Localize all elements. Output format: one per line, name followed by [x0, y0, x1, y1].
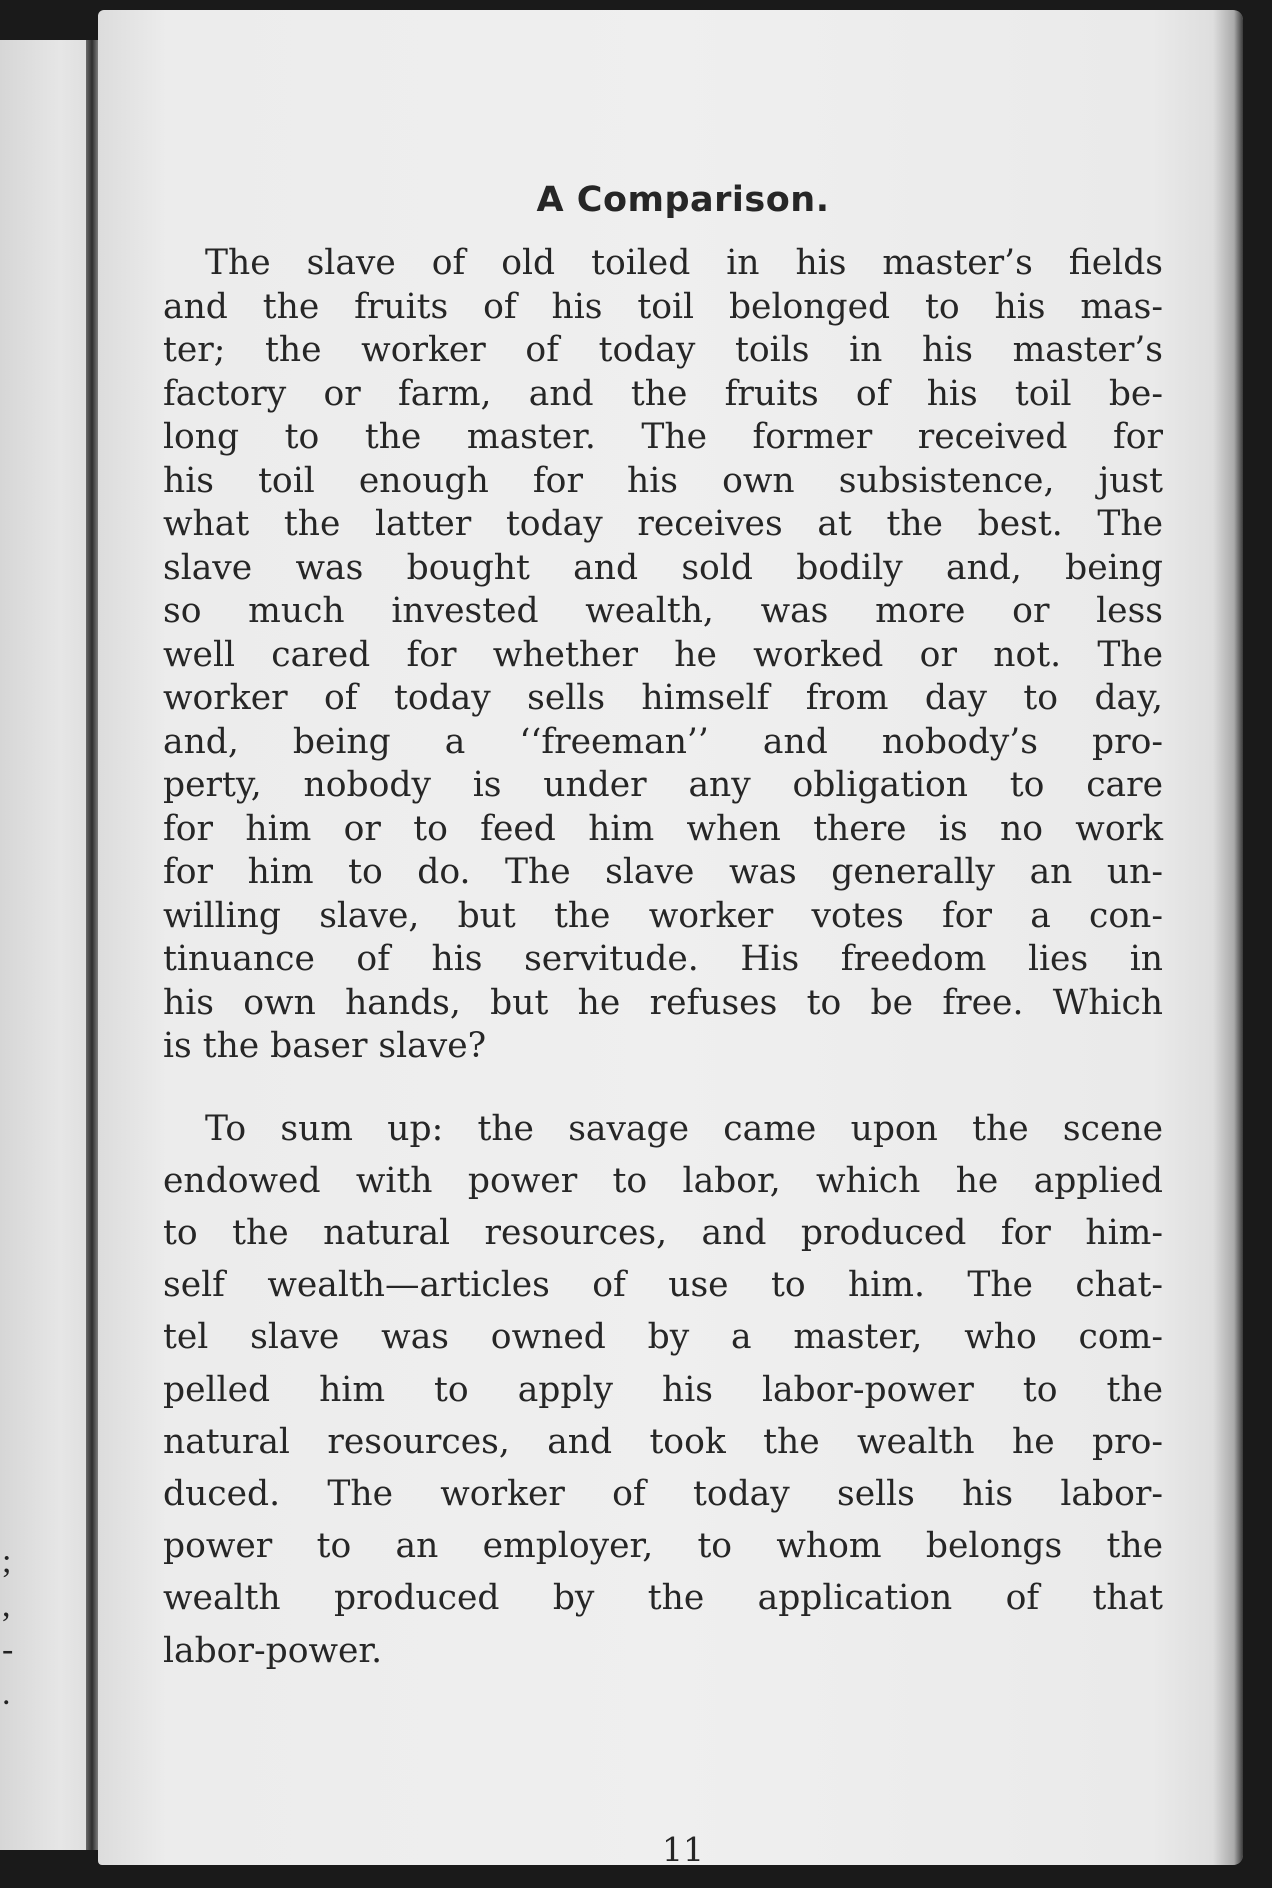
text-line: and, being a ‘‘freeman’’ and nobody’s pro-	[163, 721, 1163, 762]
text-line: slave was bought and sold bodily and, being	[163, 547, 1163, 588]
text-line: pelled him to apply his labor-power to the	[163, 1369, 1163, 1410]
text-line: to the natural resources, and produced for him-	[163, 1212, 1163, 1253]
previous-page-mark: -	[2, 1631, 14, 1668]
text-line: duced. The worker of today sells his labor-	[163, 1473, 1163, 1514]
text-line: his own hands, but he refuses to be free. Which	[163, 982, 1163, 1023]
text-line: is the baser slave?	[163, 1026, 487, 1066]
text-line: endowed with power to labor, which he applied	[163, 1160, 1163, 1201]
text-line: perty, nobody is under any obligation to care	[163, 765, 1163, 805]
text-line: wealth produced by the application of that	[163, 1578, 1163, 1619]
text-line: To sum up: the savage came upon the scene	[205, 1108, 1163, 1149]
text-line: for him or to feed him when there is no work	[163, 808, 1163, 849]
paragraph-summary	[163, 1103, 1163, 1677]
text-line: tel slave was owned by a master, who com-	[163, 1317, 1163, 1358]
text-line: factory or farm, and the fruits of his toil be-	[163, 373, 1163, 414]
page-number: 11	[662, 1830, 704, 1869]
page-edge-shadow	[1213, 10, 1243, 1865]
text-line: labor-power.	[163, 1630, 383, 1671]
text-line: for him to do. The slave was generally an un-	[163, 852, 1163, 892]
text-line: self wealth—articles of use to him. The chat-	[163, 1265, 1163, 1306]
text-line: worker of today sells himself from day to day,	[163, 678, 1163, 718]
text-line: ter; the worker of today toils in his master’s	[163, 330, 1163, 370]
text-line: long to the master. The former received for	[163, 417, 1163, 457]
text-line: tinuance of his servitude. His freedom lies in	[163, 939, 1163, 979]
text-line: power to an employer, to whom belongs the	[163, 1526, 1163, 1567]
previous-page-edge	[0, 40, 100, 1850]
previous-page-mark: .	[2, 1675, 11, 1712]
text-line: well cared for whether he worked or not. The	[163, 634, 1163, 675]
text-line: willing slave, but the worker votes for a con-	[163, 895, 1163, 936]
previous-page-mark: ,	[2, 1587, 11, 1624]
text-line: The slave of old toiled in his master’s fields	[205, 243, 1163, 283]
text-line: his toil enough for his own subsistence, just	[163, 460, 1163, 501]
text-line: and the fruits of his toil belonged to his mas-	[163, 286, 1163, 327]
previous-page-mark: ;	[2, 1543, 12, 1580]
book-spine	[86, 40, 98, 1850]
previous-page-text-fragments	[2, 1540, 22, 1712]
text-line: so much invested wealth, was more or less	[163, 591, 1163, 631]
text-line: what the latter today receives at the best. The	[163, 504, 1163, 544]
page-content	[163, 160, 1163, 1869]
text-line: natural resources, and took the wealth he pro-	[163, 1421, 1163, 1462]
page-title: A Comparison.	[536, 180, 830, 220]
paragraph-comparison	[163, 242, 1163, 1069]
